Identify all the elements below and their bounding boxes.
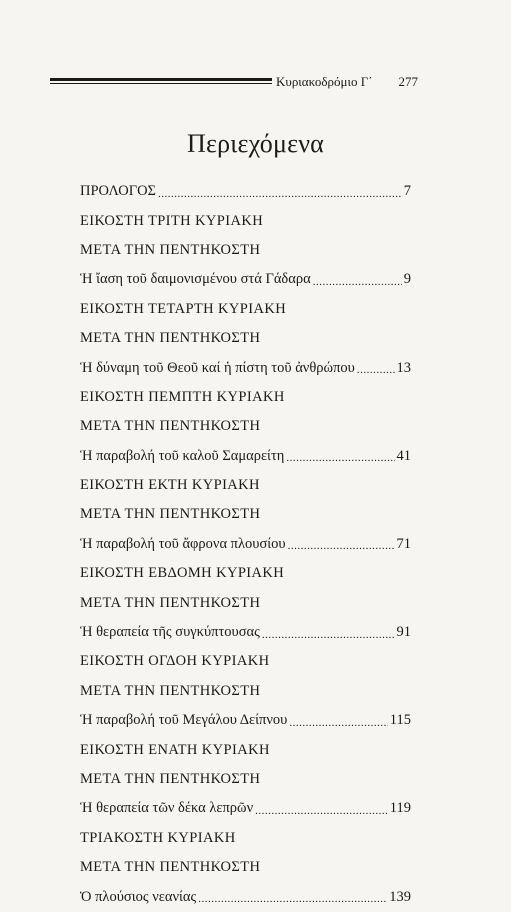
toc-entry-label: Ἡ παραβολή τοῦ ἄφρονα πλουσίου xyxy=(80,535,286,552)
toc-entry xyxy=(80,794,411,823)
toc-leader-dots xyxy=(198,893,387,905)
toc-section-heading: ΜΕΤΑ ΤΗΝ ΠΕΝΤΗΚΟΣΤΗ xyxy=(80,241,261,258)
toc-section-heading: ΕΙΚΟΣΤΗ ΤΡΙΤΗ ΚΥΡΙΑΚΗ xyxy=(80,212,264,229)
table-of-contents xyxy=(80,177,411,912)
toc-entry xyxy=(80,618,411,647)
toc-entry-label: ΠΡΟΛΟΓΟΣ xyxy=(80,183,156,200)
toc-entry-label: Ἡ θεραπεία τῆς συγκύπτουσας xyxy=(80,624,260,641)
toc-leader-dots xyxy=(158,188,402,200)
toc-entry xyxy=(80,177,411,206)
toc-entry-page: 9 xyxy=(403,271,411,288)
toc-entry xyxy=(80,882,411,911)
toc-entry-page: 7 xyxy=(403,183,411,200)
header-rule xyxy=(50,78,272,84)
running-header xyxy=(50,74,418,94)
toc-section-heading: ΜΕΤΑ ΤΗΝ ΠΕΝΤΗΚΟΣΤΗ xyxy=(80,859,261,876)
toc-entry-page: 13 xyxy=(396,359,411,376)
toc-entry xyxy=(80,265,411,294)
toc-section-heading: ΜΕΤΑ ΤΗΝ ΠΕΝΤΗΚΟΣΤΗ xyxy=(80,594,261,611)
toc-section-heading: ΕΙΚΟΣΤΗ ΟΓΔΟΗ ΚΥΡΙΑΚΗ xyxy=(80,653,270,670)
toc-section-heading: ΜΕΤΑ ΤΗΝ ΠΕΝΤΗΚΟΣΤΗ xyxy=(80,771,261,787)
toc-entry-label: Ἡ θεραπεία τῶν δέκα λεπρῶν xyxy=(80,800,254,817)
toc-section-heading: ΕΙΚΟΣΤΗ ΤΕΤΑΡΤΗ ΚΥΡΙΑΚΗ xyxy=(80,300,287,317)
toc-leader-dots xyxy=(357,364,395,376)
toc-entry-label: Ὁ πλούσιος νεανίας xyxy=(80,888,197,905)
toc-leader-dots xyxy=(289,717,387,729)
toc-entry xyxy=(80,442,411,471)
toc-entry-label: Ἡ δύναμη τοῦ Θεοῦ καί ἡ πίστη τοῦ ἀνθρώπου xyxy=(80,359,355,376)
toc-entry-page: 119 xyxy=(389,800,411,817)
toc-leader-dots xyxy=(313,276,402,288)
toc-section-heading: ΜΕΤΑ ΤΗΝ ΠΕΝΤΗΚΟΣΤΗ xyxy=(80,506,261,523)
toc-section-heading: ΕΙΚΟΣΤΗ ΕΒΔΟΜΗ ΚΥΡΙΑΚΗ xyxy=(80,565,285,582)
toc-section-heading: ΕΙΚΟΣΤΗ ΠΕΜΠΤΗ ΚΥΡΙΑΚΗ xyxy=(80,388,285,405)
toc-entry-label: Ἡ παραβολή τοῦ Μεγάλου Δείπνου xyxy=(80,712,288,729)
toc-entry xyxy=(80,706,411,735)
running-title: Κυριακοδρόμιο Γ΄ xyxy=(276,74,373,89)
toc-section-heading: ΜΕΤΑ ΤΗΝ ΠΕΝΤΗΚΟΣΤΗ xyxy=(80,330,261,347)
toc-section-heading: ΜΕΤΑ ΤΗΝ ΠΕΝΤΗΚΟΣΤΗ xyxy=(80,418,261,435)
toc-leader-dots xyxy=(255,805,388,817)
page-title: Περιεχόμενα xyxy=(187,129,324,158)
toc-entry-label: Ἡ παραβολή τοῦ καλοῦ Σαμαρείτη xyxy=(80,447,285,464)
page-number: 277 xyxy=(398,74,418,89)
toc-leader-dots xyxy=(262,629,395,641)
toc-leader-dots xyxy=(286,452,394,464)
toc-entry xyxy=(80,530,411,559)
toc-entry-page: 139 xyxy=(389,888,411,905)
toc-leader-dots xyxy=(288,540,395,552)
toc-entry-label: Ἡ ἴαση τοῦ δαιμονισμένου στά Γάδαρα xyxy=(80,271,311,288)
toc-entry-page: 91 xyxy=(396,624,411,641)
toc-section-heading: ΕΙΚΟΣΤΗ ΕΚΤΗ ΚΥΡΙΑΚΗ xyxy=(80,477,260,494)
toc-section-heading: ΜΕΤΑ ΤΗΝ ΠΕΝΤΗΚΟΣΤΗ xyxy=(80,682,261,699)
toc-section-heading: ΕΙΚΟΣΤΗ ΕΝΑΤΗ ΚΥΡΙΑΚΗ xyxy=(80,741,270,758)
toc-entry-page: 71 xyxy=(396,535,411,552)
toc-entry-page: 41 xyxy=(396,447,411,464)
toc-entry xyxy=(80,353,411,382)
toc-section-heading: ΤΡΙΑΚΟΣΤΗ ΚΥΡΙΑΚΗ xyxy=(80,829,236,846)
toc-entry-page: 115 xyxy=(389,712,411,729)
